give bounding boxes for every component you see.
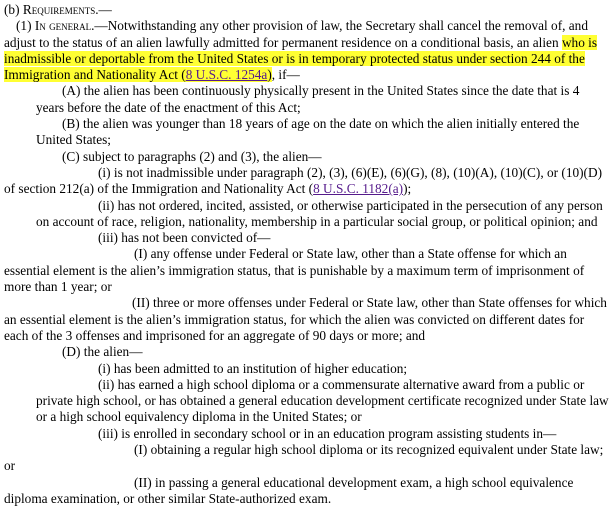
subsection-title: Requirements — [22, 2, 96, 17]
paragraph-1-text: Notwithstanding any other provision of law, the Secretary shall cancel the removal of, and adjust to the status of an alien lawfully admitted for permanent residence on a conditional basis, an alien — [4, 18, 588, 50]
subclause-c-iii-ii-text: (II) three or more offenses under Federal or State law, other than State offenses for which an essential element is the alien’s immigration status, for which the alien was convicted on different dates for each of the 3 offenses and imprisoned for an aggregate of 90 days or more; and — [4, 295, 607, 343]
subsection-dash: .— — [95, 2, 112, 17]
clause-c-i — [4, 165, 610, 198]
usc-1182a-link[interactable]: 8 U.S.C. 1182(a) — [313, 181, 404, 197]
subclause-d-iii-i — [4, 442, 610, 475]
subparagraph-d: (D) the alien— — [62, 344, 143, 360]
subparagraph-a: (A) the alien has been continuously physically present in the United States since the date that is 4 years before the date of the enactment of this Act; — [36, 83, 580, 115]
paragraph-1-dash: .— — [91, 18, 108, 34]
subparagraph-b: (B) the alien was younger than 18 years of age on the date on which the alien initially entered the United States; — [36, 116, 580, 148]
subsection-heading — [4, 2, 610, 18]
subparagraph-c: (C) subject to paragraphs (2) and (3), the alien— — [62, 148, 322, 164]
clause-c-i-tail: ); — [403, 181, 412, 197]
clause-c-ii: (ii) has not ordered, incited, assisted, or otherwise participated in the persecution of any person on account of race, religion, nationality, membership in a particular social group, or political opinion; and — [36, 197, 603, 229]
subsection-label: (b) — [4, 2, 23, 17]
usc-1254a-link[interactable]: 8 U.S.C. 1254a — [185, 67, 268, 83]
paragraph-1-label: (1) In general — [16, 18, 92, 34]
subclause-c-iii-i-text: (I) any offense under Federal or State law, other than a State offense for which an essential element is the alien’s immigration status, that is punishable by a maximum term of imprisonment of more than 1 year; or — [4, 246, 585, 295]
subclause-d-iii-ii-text: (II) in passing a general educational development exam, a high school equivalence diploma examination, or other similar State-authorized exam. — [4, 474, 574, 506]
clause-c-i-text: (i) is not inadmissible under paragraph (2), (3), (6)(E), (6)(G), (8), (10)(A), (10)(C), or (10)(D) of section 212(a) of the Immigration and Nationality Act ( — [4, 164, 603, 197]
clause-c-iii: (iii) has not been convicted of— — [98, 230, 271, 246]
subclause-c-iii-i — [4, 246, 610, 295]
clause-d-i: (i) has been admitted to an institution of higher education; — [98, 360, 408, 376]
clause-d-ii: (ii) has earned a high school diploma or a commensurate alternative award from a public or private high school, or has obtained a general education development certificate recognized under State law or a high school equivalency diploma in the United States; or — [36, 376, 609, 425]
highlighted-close-paren: ) — [267, 67, 272, 83]
clause-d-iii: (iii) is enrolled in secondary school or in an education program assisting students in— — [98, 425, 557, 441]
subclause-d-iii-i-text: (I) obtaining a regular high school diploma or its recognized equivalent under State law; or — [4, 442, 604, 474]
subclause-d-iii-ii — [4, 475, 610, 508]
highlighted-phrase: who is inadmissible or deportable from the United States or is in temporary protected status under section 244 of the Immigration and Nationality Act ( — [4, 34, 598, 83]
paragraph-1-tail: , if— — [271, 67, 300, 83]
paragraph-1 — [4, 18, 610, 83]
subclause-c-iii-ii — [4, 295, 610, 344]
